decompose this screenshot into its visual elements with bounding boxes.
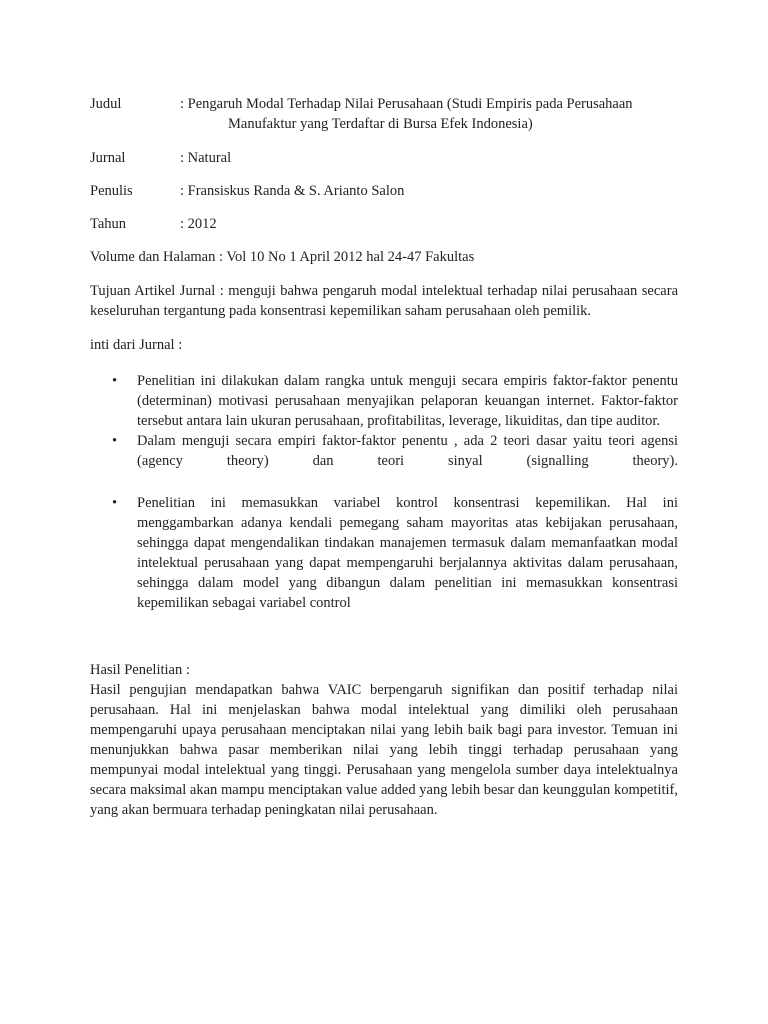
judul-value bbox=[180, 94, 680, 134]
bullet-icon: • bbox=[112, 433, 118, 449]
hasil-paragraph: Hasil pengujian mendapatkan bahwa VAIC berpengaruh signifikan dan positif terhadap nilai perusahaan. Hal ini menjelaskan bahwa modal intelektual yang dimiliki oleh perusahaan mempengaruhi upaya perusahaan menciptakan nilai yang lebih baik bagi para investor. Temuan ini menunjukkan bahwa pasar memberikan nilai yang lebih tinggi terhadap perusahaan yang mempunyai modal intelektual yang tinggi. Perusahaan yang mengelola sumber daya intelektualnya secara maksimal akan mampu menciptakan value added yang lebih besar dan keunggulan kompetitif, yang akan bermuara terhadap peningkatan nilai perusahaan. bbox=[90, 682, 678, 818]
judul-label: Judul bbox=[90, 96, 122, 112]
list-item bbox=[90, 431, 678, 471]
penulis-value: : Fransiskus Randa & S. Arianto Salon bbox=[180, 183, 405, 199]
list-item bbox=[90, 493, 678, 613]
inti-heading: inti dari Jurnal : bbox=[90, 337, 183, 353]
tahun-label: Tahun bbox=[90, 216, 127, 232]
tujuan-paragraph: Tujuan Artikel Jurnal : menguji bahwa pengaruh modal intelektual terhadap nilai perusahaan secara keseluruhan tergantung pada konsentrasi kepemilikan saham perusahaan oleh pemilik. bbox=[90, 283, 678, 319]
bullet-text: Penelitian ini memasukkan variabel kontrol konsentrasi kepemilikan. Hal ini menggambarkan adanya kendali pemegang saham mayoritas atas kebijakan perusahaan, sehingga dapat mengendalikan tindakan manajemen termasuk dalam memanfaatkan modal intelektual perusahaan yang dapat mempengaruhi berjalannya aktivitas dalam perusahaan, sehingga dalam model yang dibangun dalam penelitian ini memasukkan konsentrasi kepemilikan sebagai variabel control bbox=[137, 495, 678, 611]
judul-value-line2: Manufaktur yang Terdaftar di Bursa Efek Indonesia) bbox=[228, 116, 533, 132]
volume-line: Volume dan Halaman : Vol 10 No 1 April 2012 hal 24-47 Fakultas bbox=[90, 249, 475, 265]
inti-bullet-list bbox=[90, 371, 678, 613]
jurnal-value: : Natural bbox=[180, 150, 232, 166]
penulis-label: Penulis bbox=[90, 183, 133, 199]
judul-value-line1: : Pengaruh Modal Terhadap Nilai Perusahaan (Studi Empiris pada Perusahaan bbox=[180, 96, 633, 112]
jurnal-label: Jurnal bbox=[90, 150, 126, 166]
bullet-icon: • bbox=[112, 495, 118, 511]
list-item bbox=[90, 371, 678, 431]
bullet-text: Dalam menguji secara empiri faktor-faktor penentu , ada 2 teori dasar yaitu teori agensi (agency theory) dan teori sinyal (signalling theory). bbox=[137, 433, 678, 469]
bullet-text: Penelitian ini dilakukan dalam rangka untuk menguji secara empiris faktor-faktor penentu (determinan) motivasi perusahaan menyajikan pelaporan keuangan internet. Faktor-faktor tersebut antara lain ukuran perusahaan, profitabilitas, leverage, likuiditas, dan tipe auditor. bbox=[137, 373, 678, 429]
hasil-heading: Hasil Penelitian : bbox=[90, 662, 190, 678]
bullet-icon: • bbox=[112, 373, 118, 389]
tahun-value: : 2012 bbox=[180, 216, 217, 232]
